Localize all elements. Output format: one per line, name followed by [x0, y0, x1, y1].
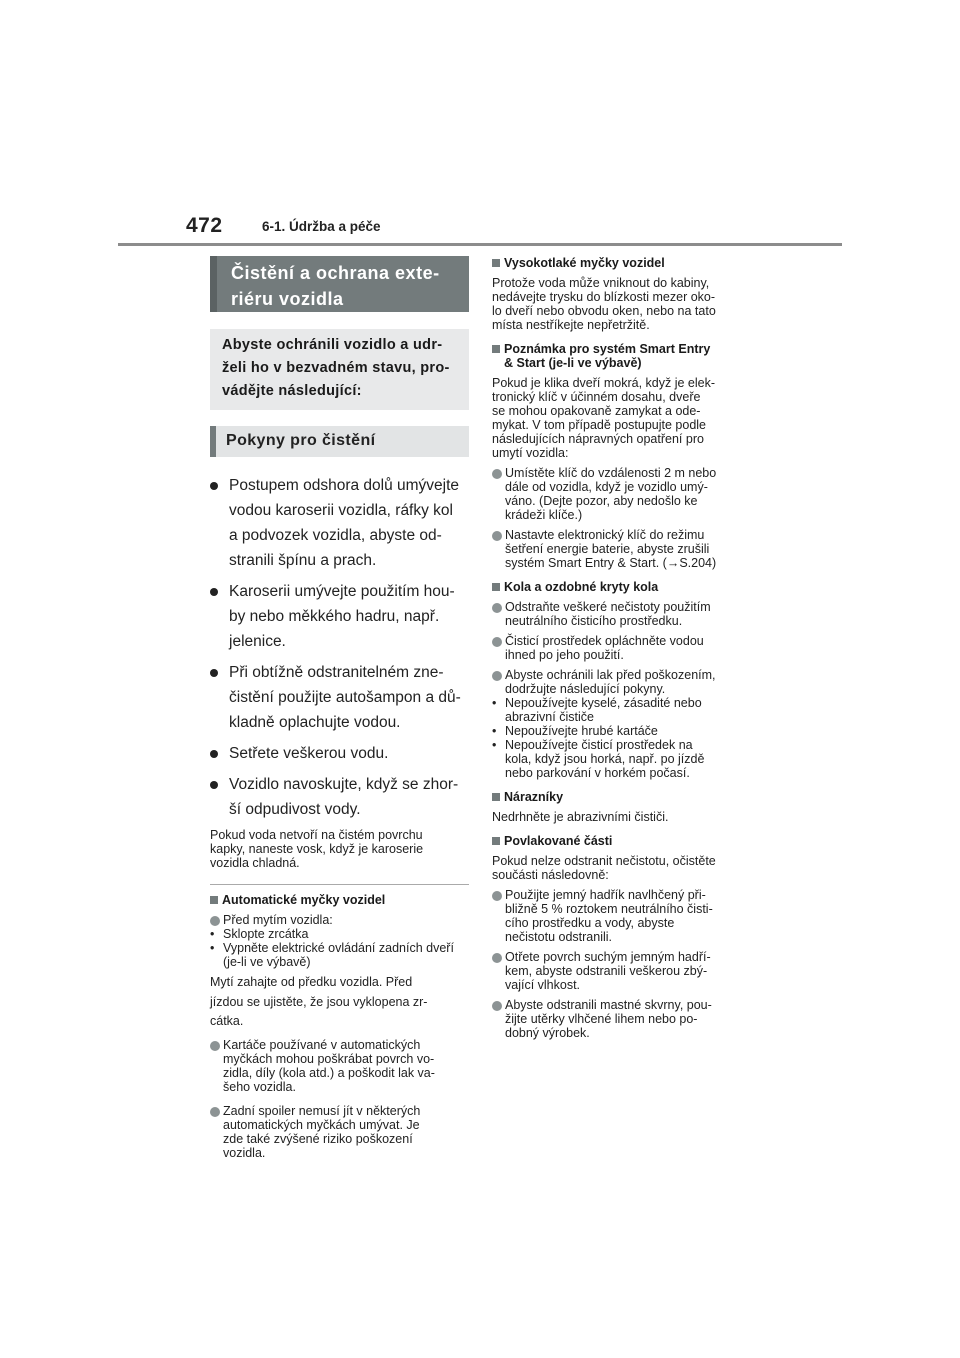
- item-line: • Nepoužívejte kyselé, zásadité nebo: [505, 696, 702, 710]
- item-line: systém Smart Entry & Start. (→S.204): [505, 556, 717, 570]
- list-item: [210, 741, 469, 766]
- bumpers-heading: [492, 790, 754, 804]
- bullet-icon: [210, 482, 218, 490]
- note-line: vozidla chladná.: [210, 856, 300, 870]
- item-line: ihned po jeho použití.: [505, 648, 624, 662]
- note-line: kapky, naneste vosk, když je karoserie: [210, 842, 424, 856]
- pressure-paragraph: [492, 276, 754, 332]
- coated-parts-paragraph: [492, 854, 754, 882]
- heading-text: Kola a ozdobné kryty kola: [504, 580, 659, 594]
- item-line: Odstraňte veškeré nečistoty použitím: [505, 600, 711, 614]
- item-line: dále od vozidla, když je vozidlo umý-: [505, 480, 708, 494]
- circle-bullet-icon: [492, 469, 502, 479]
- item-line: ší odpudivost vody.: [229, 801, 361, 818]
- main-heading-line: riéru vozidla: [231, 289, 344, 309]
- auto-wash-heading: [210, 893, 469, 907]
- list-item: [210, 579, 469, 654]
- item-line: stranili špínu a prach.: [229, 552, 377, 569]
- heading-text: Nárazníky: [504, 790, 564, 804]
- page-number: 472: [186, 214, 223, 237]
- item-line: Setřete veškerou vodu.: [229, 745, 389, 762]
- sub-list: [210, 927, 469, 969]
- wheels-heading: [492, 580, 754, 594]
- item-line: vodou karoserii vozidla, ráfky kol: [229, 502, 453, 519]
- square-bullet-icon: [492, 259, 500, 267]
- circle-bullet-icon: [210, 1107, 220, 1117]
- list-item: [210, 660, 469, 735]
- list-item: [210, 473, 469, 573]
- item-line: Zadní spoiler nemusí jít v některých: [223, 1103, 421, 1118]
- para-line: se mohou opakovaně zamykat a ode-: [492, 404, 701, 418]
- intro-line: želi ho v bezvadném stavu, pro-: [222, 360, 450, 376]
- list-item: [492, 466, 754, 522]
- square-bullet-icon: [492, 793, 500, 801]
- item-line: dodržujte následující pokyny.: [505, 682, 666, 696]
- circle-bullet-icon: [492, 531, 502, 541]
- item-line: abrazivní čističe: [505, 710, 594, 724]
- item-line: • Nepoužívejte čisticí prostředek na: [505, 738, 693, 752]
- section-title: 6-1. Údržba a péče: [262, 219, 381, 234]
- list-item: [210, 1104, 469, 1160]
- item-line: váno. (Dejte pozor, aby nedošlo ke: [505, 494, 698, 508]
- list-item: [210, 1038, 469, 1094]
- intro-line: Abyste ochránili vozidlo a udr-: [222, 337, 443, 353]
- item-line: Vypněte elektrické ovládání zadních dveří (je-li ve výbavě): [223, 941, 454, 969]
- para-line: Pokud je klika dveří mokrá, když je elek-: [492, 376, 716, 390]
- left-column: [210, 256, 469, 1166]
- item-line: cího prostředku a vody, abyste: [505, 916, 675, 930]
- intro-box: [210, 329, 469, 410]
- item-line: Sklopte zrcátka: [223, 927, 309, 941]
- sub-list-item: [492, 696, 754, 724]
- item-line: Abyste ochránili lak před poškozením,: [505, 668, 716, 682]
- item-line: čistění použijte autošampon a dů-: [229, 689, 461, 706]
- pressure-wash-heading: [492, 256, 754, 270]
- smart-entry-paragraph: [492, 376, 754, 460]
- item-line: nebo parkování v horkém počasí.: [505, 766, 690, 780]
- list-item: [492, 634, 754, 662]
- para-line: místa nestříkejte nepřetržitě.: [492, 318, 650, 332]
- item-line: bližně 5 % roztokem neutrálního čisti-: [505, 902, 713, 916]
- item-line: Vozidlo navoskujte, když se zhor-: [229, 776, 459, 793]
- item-line: krádeži klíče.): [505, 508, 583, 522]
- list-item: [492, 528, 754, 570]
- para-line: jízdou se ujistěte, že jsou vyklopena zr-: [210, 994, 428, 1009]
- item-line: Nastavte elektronický klíč do režimu: [505, 528, 705, 542]
- square-bullet-icon: [492, 837, 500, 845]
- bullet-icon: [210, 669, 218, 677]
- item-line: Použijte jemný hadřík navlhčený při-: [505, 888, 706, 902]
- heading-text: Povlakované části: [504, 834, 613, 848]
- square-bullet-icon: [492, 345, 500, 353]
- sub-list-item: [210, 927, 469, 941]
- heading-text: Vysokotlaké myčky vozidel: [504, 256, 665, 270]
- para-line: následujících nápravných opatření pro: [492, 432, 704, 446]
- heading-text: & Start (je-li ve výbavě): [504, 356, 642, 370]
- bumpers-paragraph: Nedrhněte je abrazivními čističi.: [492, 810, 669, 824]
- note-line: Pokud voda netvoří na čistém povrchu: [210, 828, 423, 842]
- item-line: Kartáče používané v automatických: [223, 1037, 421, 1052]
- sub-list-item: [492, 738, 754, 780]
- item-line: • Nepoužívejte hrubé kartáče: [505, 724, 658, 738]
- item-line: Postupem odshora dolů umývejte: [229, 477, 460, 494]
- right-column: [492, 256, 754, 1046]
- para-line: Protože voda může vniknout do kabiny,: [492, 276, 710, 290]
- circle-bullet-icon: [492, 671, 502, 681]
- list-item: [492, 600, 754, 628]
- square-bullet-icon: [492, 583, 500, 591]
- smart-entry-heading: [492, 342, 754, 370]
- item-line: myčkách mohou poškrábat povrch vo-: [223, 1051, 435, 1066]
- item-line: žijte utěrky vlhčené lihem nebo po-: [505, 1012, 698, 1026]
- circle-bullet-icon: [492, 637, 502, 647]
- cleaning-list: [210, 473, 469, 822]
- item-line: Před mytím vozidla:: [223, 913, 333, 927]
- item-line: dobný výrobek.: [505, 1026, 590, 1040]
- heading-text: Automatické myčky vozidel: [222, 893, 386, 907]
- list-item: [492, 668, 754, 696]
- wax-note: [210, 828, 469, 870]
- item-line: vozidla.: [223, 1145, 266, 1160]
- circle-bullet-icon: [492, 603, 502, 613]
- list-item: [210, 772, 469, 822]
- item-line: jelenice.: [229, 633, 286, 650]
- para-line: součásti následovně:: [492, 868, 609, 882]
- para-line: umytí vozidla:: [492, 446, 569, 460]
- auto-wash-paragraph: [210, 973, 469, 1032]
- item-line: nečistotu odstranili.: [505, 930, 613, 944]
- para-line: Mytí zahajte od předku vozidla. Před: [210, 975, 413, 989]
- item-line: Karoserii umývejte použitím hou-: [229, 583, 455, 600]
- list-item: [492, 998, 754, 1040]
- list-item: [210, 913, 469, 927]
- circle-bullet-icon: [492, 891, 502, 901]
- para-line: lo dveří nebo obvodu oken, nebo na tato: [492, 304, 716, 318]
- item-line: Umístěte klíč do vzdálenosti 2 m nebo: [505, 466, 717, 480]
- list-item: [492, 950, 754, 992]
- item-line: šeho vozidla.: [223, 1079, 296, 1094]
- heading-text: Poznámka pro systém Smart Entry: [504, 342, 711, 356]
- item-line: neutrálního čisticího prostředku.: [505, 614, 683, 628]
- divider: [210, 884, 469, 885]
- bullet-icon: [210, 781, 218, 789]
- bullet-icon: [210, 588, 218, 596]
- item-line: kola, když jsou horká, např. po jízdě: [505, 752, 705, 766]
- cleaning-heading: Pokyny pro čistění: [210, 426, 469, 457]
- sub-list-item: [210, 941, 469, 969]
- item-line: automatických myčkách umývat. Je: [223, 1117, 420, 1132]
- main-heading: [210, 256, 469, 312]
- coated-parts-heading: [492, 834, 754, 848]
- sub-list-item: [492, 724, 754, 738]
- item-line: Čisticí prostředek opláchněte vodou: [505, 634, 704, 648]
- item-line: by nebo měkkého hadru, např.: [229, 608, 440, 625]
- bullet-icon: [210, 750, 218, 758]
- item-line: šetření energie baterie, abyste zrušili: [505, 542, 710, 556]
- item-line: a podvozek vozidla, abyste od-: [229, 527, 442, 544]
- para-line: tronický klíč v účinném dosahu, dveře: [492, 390, 701, 404]
- para-line: mykat. V tom případě postupujte podle: [492, 418, 707, 432]
- header-rule: [118, 243, 842, 246]
- intro-line: vádějte následující:: [222, 383, 362, 399]
- item-line: kladně oplachujte vodou.: [229, 714, 401, 731]
- circle-bullet-icon: [492, 953, 502, 963]
- para-line: cátka.: [210, 1014, 244, 1028]
- para-line: Pokud nelze odstranit nečistotu, očistěte: [492, 854, 716, 868]
- item-line: Otřete povrch suchým jemným hadří-: [505, 950, 711, 964]
- circle-bullet-icon: [210, 1041, 220, 1051]
- item-line: vající vlhkost.: [505, 978, 581, 992]
- square-bullet-icon: [210, 896, 218, 904]
- item-line: zidla, díly (kola atd.) a poškodit lak va-: [223, 1065, 435, 1080]
- item-line: Při obtížně odstranitelném zne-: [229, 664, 444, 681]
- item-line: zde také zvýšené riziko poškození: [223, 1131, 413, 1146]
- circle-bullet-icon: [210, 916, 220, 926]
- main-heading-line: Čistění a ochrana exte-: [231, 263, 440, 283]
- circle-bullet-icon: [492, 1001, 502, 1011]
- list-item: [492, 888, 754, 944]
- item-line: kem, abyste odstranili veškerou zbý-: [505, 964, 708, 978]
- item-line: Abyste odstranili mastné skvrny, pou-: [505, 998, 712, 1012]
- sub-list: [492, 696, 754, 780]
- para-line: nedávejte trysku do blízkosti mezer oko-: [492, 290, 716, 304]
